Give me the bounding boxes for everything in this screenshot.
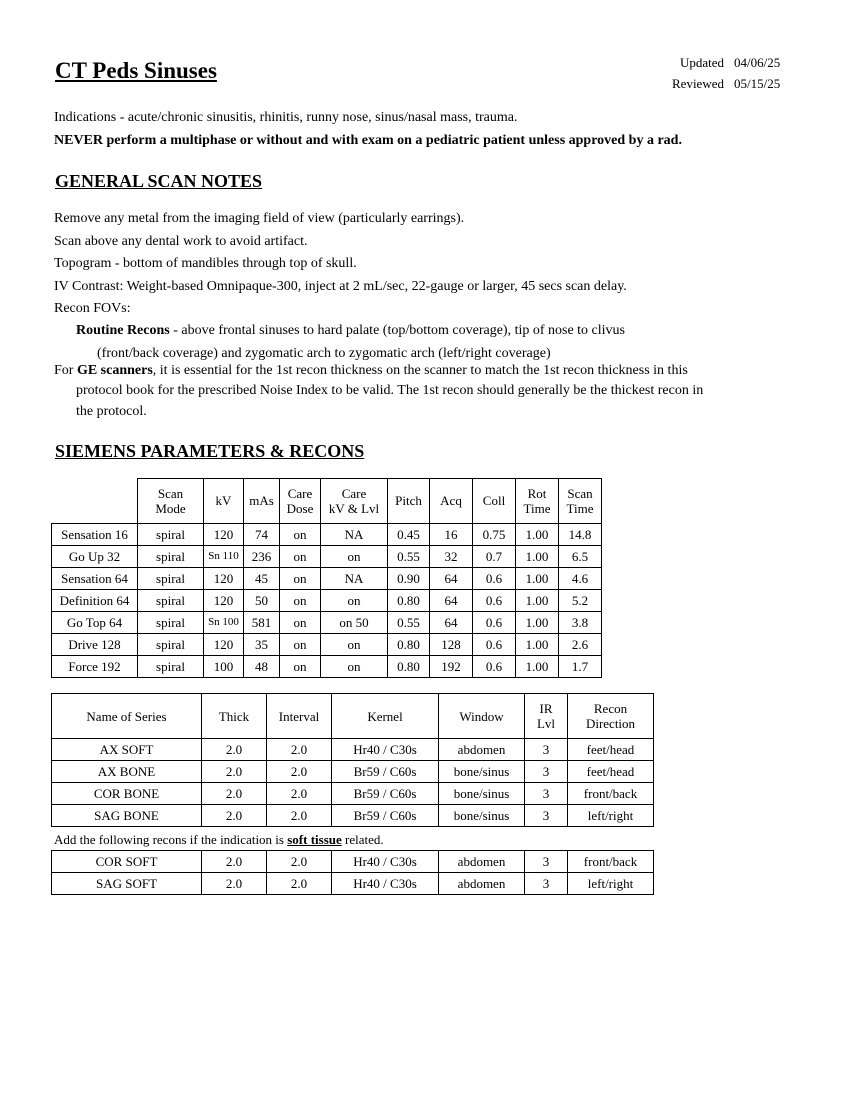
table-cell: 0.45 — [388, 523, 430, 545]
table-cell: on — [280, 589, 321, 611]
header-cell: mAs — [244, 479, 280, 524]
row-label-cell: Definition 64 — [52, 589, 138, 611]
row-label-cell: COR SOFT — [52, 851, 202, 873]
table-cell: 16 — [430, 523, 473, 545]
table-cell: 120 — [204, 589, 244, 611]
table-cell: spiral — [138, 633, 204, 655]
note-suffix: related. — [341, 832, 384, 847]
table-cell: 3 — [525, 739, 568, 761]
updated-date: 04/06/25 — [733, 55, 781, 70]
table-cell: 2.0 — [267, 739, 332, 761]
ge-note-line-2: protocol book for the prescribed Noise Index to be valid. The 1st recon should generally be the thickest recon in — [76, 383, 704, 398]
table-cell: spiral — [138, 589, 204, 611]
table-cell: on — [321, 633, 388, 655]
header-cell: Interval — [267, 694, 332, 739]
table-cell: 0.80 — [388, 589, 430, 611]
table-row — [52, 633, 602, 655]
table-header-row — [52, 694, 654, 739]
table-row — [52, 545, 602, 567]
note-prefix: Add the following recons if the indication is — [54, 832, 288, 847]
reviewed-label: Reviewed — [672, 76, 724, 91]
table-cell: 50 — [244, 589, 280, 611]
table-cell: 14.8 — [559, 523, 602, 545]
table-row — [52, 655, 602, 677]
table-cell: NA — [321, 567, 388, 589]
header-cell: Recon Direction — [568, 694, 654, 739]
page-title: CT Peds Sinuses — [55, 58, 217, 83]
table-cell: 3.8 — [559, 611, 602, 633]
ge-note-text: , it is essential for the 1st recon thickness on the scanner to match the 1st recon thickness in this — [152, 363, 688, 378]
table-cell: abdomen — [439, 739, 525, 761]
routine-recons-line — [76, 323, 625, 339]
table-cell: 0.55 — [388, 611, 430, 633]
table-cell: 2.0 — [202, 739, 267, 761]
row-label-cell: Go Top 64 — [52, 611, 138, 633]
header-cell: Care Dose — [280, 479, 321, 524]
table-cell: 0.80 — [388, 633, 430, 655]
table-cell: 1.00 — [516, 633, 559, 655]
table-cell: 32 — [430, 545, 473, 567]
row-label-cell: Drive 128 — [52, 633, 138, 655]
table-cell: on — [321, 545, 388, 567]
table-cell: bone/sinus — [439, 783, 525, 805]
table-cell: 0.75 — [473, 523, 516, 545]
table-cell: 3 — [525, 805, 568, 827]
row-label-cell: SAG SOFT — [52, 873, 202, 895]
table-cell: left/right — [568, 873, 654, 895]
table-cell: 2.0 — [202, 783, 267, 805]
table-cell: 1.7 — [559, 655, 602, 677]
table-cell: spiral — [138, 611, 204, 633]
table-cell: 3 — [525, 873, 568, 895]
table-cell: 5.2 — [559, 589, 602, 611]
note-line: Remove any metal from the imaging field of view (particularly earrings). — [54, 211, 465, 226]
table-cell: 120 — [204, 567, 244, 589]
row-label-cell: Sensation 64 — [52, 567, 138, 589]
extra-recons-body — [52, 851, 654, 895]
row-label-cell: Sensation 16 — [52, 523, 138, 545]
table-cell: 2.6 — [559, 633, 602, 655]
header-cell: Kernel — [332, 694, 439, 739]
table-cell: 1.00 — [516, 589, 559, 611]
row-label-cell: Force 192 — [52, 655, 138, 677]
table-cell: Sn 100 — [204, 611, 244, 633]
note-line: Recon FOVs: — [54, 301, 131, 316]
ge-scanners-label: GE scanners — [76, 363, 153, 378]
table-cell: Hr40 / C30s — [332, 851, 439, 873]
general-heading: GENERAL SCAN NOTES — [55, 171, 263, 191]
table-cell: 128 — [430, 633, 473, 655]
table-row — [52, 873, 654, 895]
header-cell: Scan Time — [559, 479, 602, 524]
ge-note-prefix: For — [54, 363, 77, 378]
header-cell-blank — [52, 479, 138, 524]
table-cell: 2.0 — [267, 761, 332, 783]
header-cell: Thick — [202, 694, 267, 739]
table-cell: 2.0 — [202, 851, 267, 873]
table-cell: Br59 / C60s — [332, 761, 439, 783]
warning-text: NEVER perform a multiphase or without and with exam on a pediatric patient unless approved by a rad. — [54, 133, 682, 148]
table-cell: abdomen — [439, 873, 525, 895]
table-cell: 64 — [430, 567, 473, 589]
note-line: Topogram - bottom of mandibles through top of skull. — [54, 256, 357, 271]
row-label-cell: AX BONE — [52, 761, 202, 783]
table-cell: 2.0 — [267, 805, 332, 827]
table-header-row — [52, 479, 602, 524]
table-cell: 35 — [244, 633, 280, 655]
table-cell: on — [280, 523, 321, 545]
table-row — [52, 589, 602, 611]
table-row — [52, 851, 654, 873]
extra-recons-table — [51, 850, 654, 895]
header-cell: Pitch — [388, 479, 430, 524]
header-cell: kV — [204, 479, 244, 524]
table-cell: 0.6 — [473, 655, 516, 677]
parameters-body — [52, 523, 602, 677]
header-cell: Acq — [430, 479, 473, 524]
table-cell: spiral — [138, 567, 204, 589]
note-line: IV Contrast: Weight-based Omnipaque-300, inject at 2 mL/sec, 22-gauge or larger, 45 secs scan delay. — [54, 279, 627, 294]
header-cell: Coll — [473, 479, 516, 524]
table-cell: 74 — [244, 523, 280, 545]
table-cell: 45 — [244, 567, 280, 589]
table-cell: 6.5 — [559, 545, 602, 567]
table-cell: bone/sinus — [439, 805, 525, 827]
table-cell: on — [280, 567, 321, 589]
table-cell: on 50 — [321, 611, 388, 633]
routine-recons-line-2: (front/back coverage) and zygomatic arch to zygomatic arch (left/right coverage) — [97, 346, 551, 361]
table-cell: 3 — [525, 851, 568, 873]
table-cell: 2.0 — [267, 783, 332, 805]
routine-recons-text: - above frontal sinuses to hard palate (top/bottom coverage), tip of nose to clivus — [169, 323, 626, 338]
table-cell: 4.6 — [559, 567, 602, 589]
header-cell: IR Lvl — [525, 694, 568, 739]
table-cell: 2.0 — [202, 805, 267, 827]
table-cell: feet/head — [568, 739, 654, 761]
table-cell: bone/sinus — [439, 761, 525, 783]
table-cell: 0.6 — [473, 633, 516, 655]
table-cell: 1.00 — [516, 523, 559, 545]
ge-note-line — [54, 363, 688, 379]
table-cell: 120 — [204, 523, 244, 545]
row-label-cell: COR BONE — [52, 783, 202, 805]
table-cell: 1.00 — [516, 611, 559, 633]
soft-tissue-label: soft tissue — [287, 832, 342, 847]
soft-tissue-note — [54, 832, 384, 848]
table-cell: 120 — [204, 633, 244, 655]
table-cell: 581 — [244, 611, 280, 633]
table-cell: on — [280, 633, 321, 655]
table-row — [52, 523, 602, 545]
table-cell: spiral — [138, 655, 204, 677]
table-cell: 3 — [525, 761, 568, 783]
header-cell: Name of Series — [52, 694, 202, 739]
table-cell: 2.0 — [202, 761, 267, 783]
table-cell: Br59 / C60s — [332, 783, 439, 805]
scanner-parameters-table — [51, 478, 602, 678]
table-cell: NA — [321, 523, 388, 545]
table-cell: 0.55 — [388, 545, 430, 567]
table-cell: 0.6 — [473, 611, 516, 633]
table-cell: 2.0 — [202, 873, 267, 895]
siemens-heading: SIEMENS PARAMETERS & RECONS — [55, 441, 365, 461]
table-cell: 48 — [244, 655, 280, 677]
table-cell: 64 — [430, 611, 473, 633]
row-label-cell: SAG BONE — [52, 805, 202, 827]
table-cell: 0.90 — [388, 567, 430, 589]
table-cell: on — [280, 545, 321, 567]
header-cell: Scan Mode — [138, 479, 204, 524]
table-cell: 192 — [430, 655, 473, 677]
header-cell: Care kV & Lvl — [321, 479, 388, 524]
header-cell: Window — [439, 694, 525, 739]
row-label-cell: AX SOFT — [52, 739, 202, 761]
table-cell: left/right — [568, 805, 654, 827]
table-cell: front/back — [568, 783, 654, 805]
table-cell: 100 — [204, 655, 244, 677]
table-cell: 0.6 — [473, 567, 516, 589]
updated-label: Updated — [679, 55, 724, 70]
table-cell: on — [321, 655, 388, 677]
table-cell: 0.7 — [473, 545, 516, 567]
table-row — [52, 739, 654, 761]
table-cell: Sn 110 — [204, 545, 244, 567]
table-cell: 1.00 — [516, 545, 559, 567]
routine-recons-label: Routine Recons — [76, 323, 170, 338]
table-cell: on — [280, 655, 321, 677]
table-row — [52, 783, 654, 805]
note-line: Scan above any dental work to avoid artifact. — [54, 234, 308, 249]
recons-table — [51, 693, 654, 827]
table-cell: Hr40 / C30s — [332, 739, 439, 761]
table-cell: feet/head — [568, 761, 654, 783]
indications-text: Indications - acute/chronic sinusitis, rhinitis, runny nose, sinus/nasal mass, trauma. — [54, 110, 518, 125]
header-cell: Rot Time — [516, 479, 559, 524]
table-cell: 0.6 — [473, 589, 516, 611]
table-cell: 1.00 — [516, 567, 559, 589]
table-cell: abdomen — [439, 851, 525, 873]
table-cell: 1.00 — [516, 655, 559, 677]
revision-info — [672, 52, 780, 94]
table-cell: Hr40 / C30s — [332, 873, 439, 895]
table-cell: spiral — [138, 523, 204, 545]
table-cell: 2.0 — [267, 851, 332, 873]
table-cell: 0.80 — [388, 655, 430, 677]
table-row — [52, 761, 654, 783]
reviewed-date: 05/15/25 — [733, 76, 781, 91]
table-cell: on — [280, 611, 321, 633]
table-cell: on — [321, 589, 388, 611]
recons-body — [52, 739, 654, 827]
table-cell: spiral — [138, 545, 204, 567]
table-cell: 3 — [525, 783, 568, 805]
table-row — [52, 805, 654, 827]
table-row — [52, 611, 602, 633]
table-cell: 64 — [430, 589, 473, 611]
table-cell: Br59 / C60s — [332, 805, 439, 827]
table-cell: 2.0 — [267, 873, 332, 895]
table-cell: 236 — [244, 545, 280, 567]
row-label-cell: Go Up 32 — [52, 545, 138, 567]
table-cell: front/back — [568, 851, 654, 873]
table-row — [52, 567, 602, 589]
ge-note-line-3: the protocol. — [76, 404, 147, 419]
